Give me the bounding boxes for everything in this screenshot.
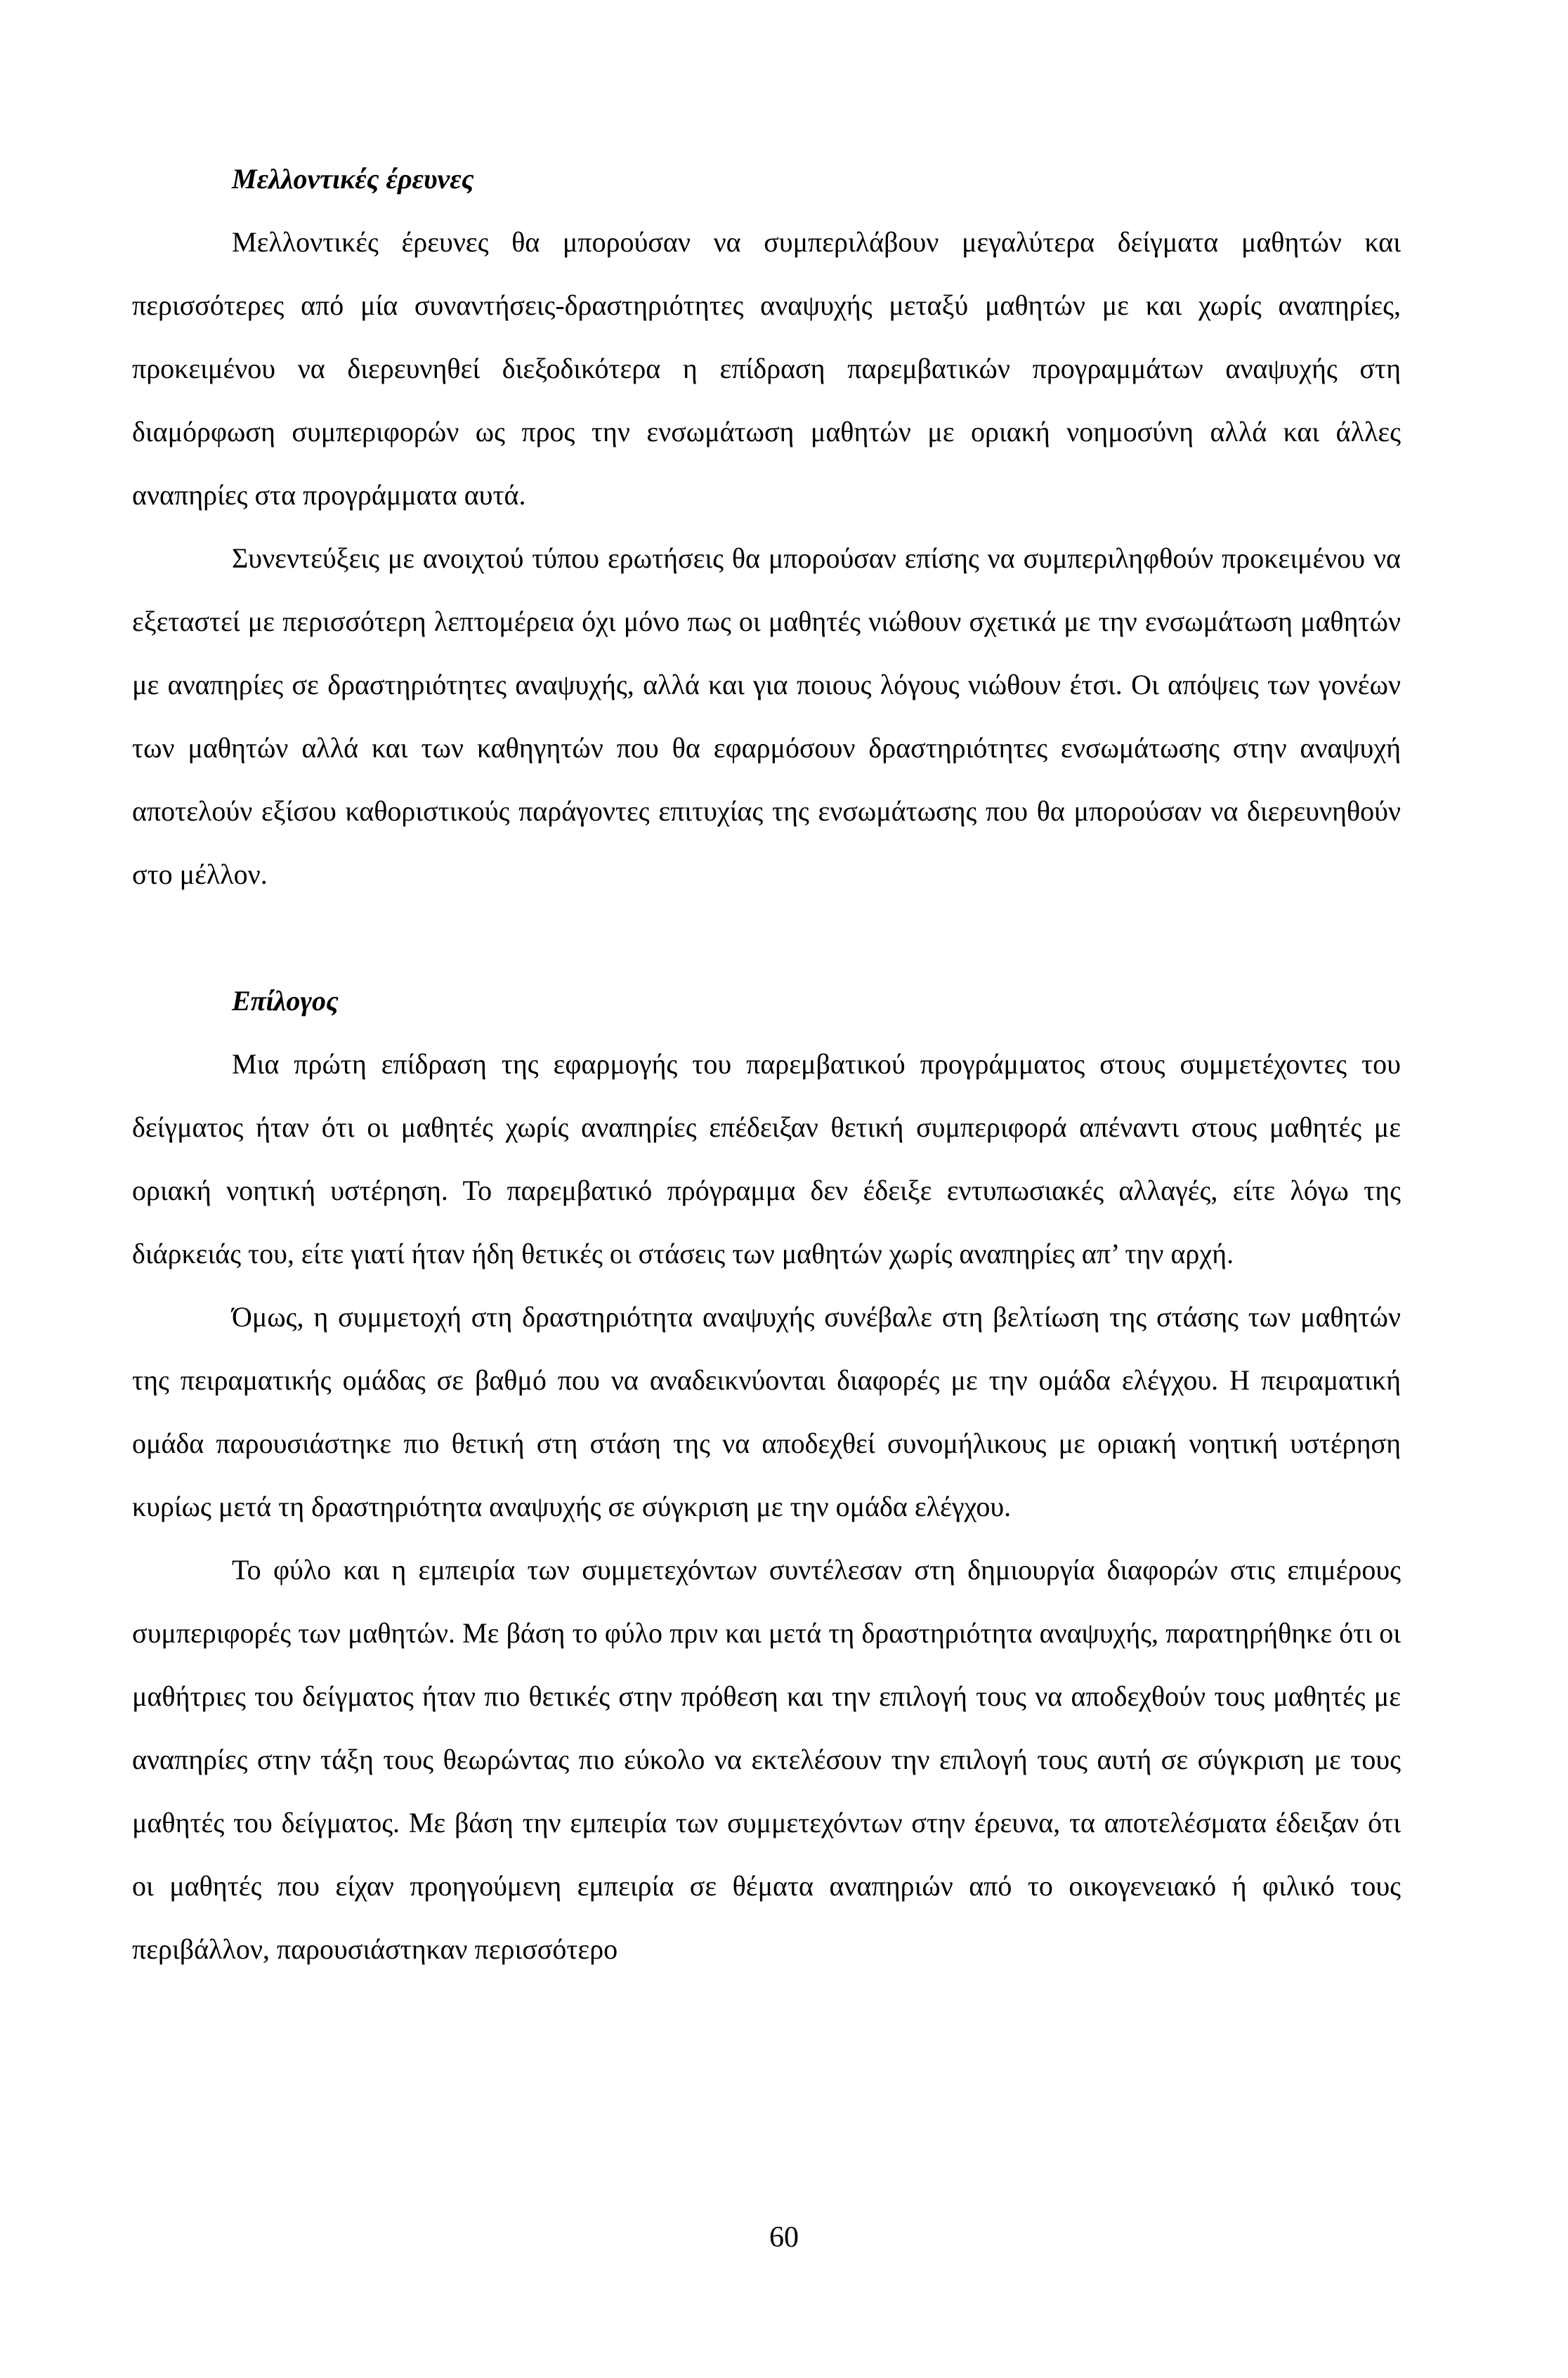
section-epilogue [132, 969, 1401, 1981]
page-number: 60 [769, 2221, 799, 2254]
page-content [132, 148, 1401, 1981]
paragraph: Το φύλο και η εμπειρία των συμμετεχόντων συντέλεσαν στη δημιουργία διαφορών στις επιμέρους συμπεριφορές των μαθητών. Με βάση το φύλο πριν και μετά τη δραστηριότητα αναψυχής, παρατηρήθηκε ότι οι μαθήτριες του δείγματος ήταν πιο θετικές στην πρόθεση και την επιλογή τους να αποδεχθούν τους μαθητές με αναπηρίες στην τάξη τους θεωρώντας πιο εύκολο να εκτελέσουν την επιλογή τους αυτή σε σύγκριση με τους μαθητές του δείγματος. Με βάση την εμπειρία των συμμετεχόντων στην έρευνα, τα αποτελέσματα έδειξαν ότι οι μαθητές που είχαν προηγούμενη εμπειρία σε θέματα αναπηριών από το οικογενειακό ή φιλικό τους περιβάλλον, παρουσιάστηκαν περισσότερο [132, 1554, 1401, 1965]
paragraph: Μια πρώτη επίδραση της εφαρμογής του παρεμβατικού προγράμματος στους συμμετέχοντες του δείγματος ήταν ότι οι μαθητές χωρίς αναπηρίες επέδειξαν θετική συμπεριφορά απέναντι στους μαθητές με οριακή νοητική υστέρηση. Το παρεμβατικό πρόγραμμα δεν έδειξε εντυπωσιακές αλλαγές, είτε λόγω της διάρκειάς του, είτε γιατί ήταν ήδη θετικές οι στάσεις των μαθητών χωρίς αναπηρίες απ’ την αρχή. [132, 1048, 1401, 1269]
paragraph: Όμως, η συμμετοχή στη δραστηριότητα αναψυχής συνέβαλε στη βελτίωση της στάσης των μαθητών της πειραματικής ομάδας σε βαθμό που να αναδεικνύονται διαφορές με την ομάδα ελέγχου. Η πειραματική ομάδα παρουσιάστηκε πιο θετική στη στάση της να αποδεχθεί συνομήλικους με οριακή νοητική υστέρηση κυρίως μετά τη δραστηριότητα αναψυχής σε σύγκριση με την ομάδα ελέγχου. [132, 1301, 1401, 1522]
paragraph: Μελλοντικές έρευνες θα μπορούσαν να συμπεριλάβουν μεγαλύτερα δείγματα μαθητών και περισσότερες από μία συναντήσεις-δραστηριότητες αναψυχής μεταξύ μαθητών με και χωρίς αναπηρίες, προκειμένου να διερευνηθεί διεξοδικότερα η επίδραση παρεμβατικών προγραμμάτων αναψυχής στη διαμόρφωση συμπεριφορών ως προς την ενσωμάτωση μαθητών με οριακή νοημοσύνη αλλά και άλλες αναπηρίες στα προγράμματα αυτά. [132, 226, 1401, 511]
paragraph: Συνεντεύξεις με ανοιχτού τύπου ερωτήσεις θα μπορούσαν επίσης να συμπεριληφθούν προκειμένου να εξεταστεί με περισσότερη λεπτομέρεια όχι μόνο πως οι μαθητές νιώθουν σχετικά με την ενσωμάτωση μαθητών με αναπηρίες σε δραστηριότητες αναψυχής, αλλά και για ποιους λόγους νιώθουν έτσι. Οι απόψεις των γονέων των μαθητών αλλά και των καθηγητών που θα εφαρμόσουν δραστηριότητες ενσωμάτωσης στην αναψυχή αποτελούν εξίσου καθοριστικούς παράγοντες επιτυχίας της ενσωμάτωσης που θα μπορούσαν να διερευνηθούν στο μέλλον. [132, 542, 1401, 890]
section-heading: Μελλοντικές έρευνες [232, 163, 474, 195]
section-heading: Επίλογος [232, 985, 339, 1017]
section-future-research [132, 148, 1401, 906]
